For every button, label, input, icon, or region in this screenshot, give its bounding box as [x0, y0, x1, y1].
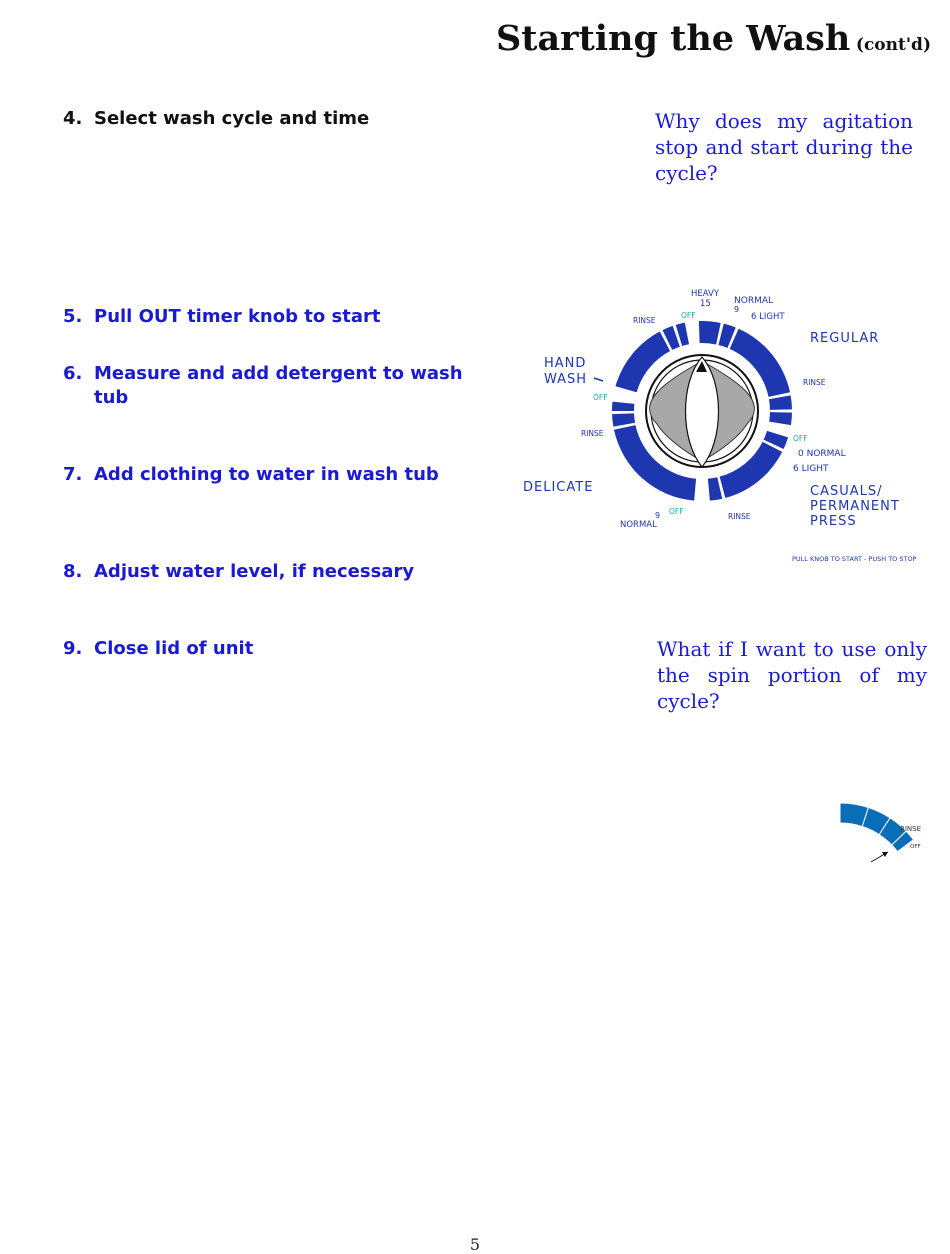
step-text: Add clothing to water in wash tub — [94, 464, 439, 485]
dial-segment-spin-3 — [612, 402, 634, 411]
spin-rinse-label: RINSE — [900, 825, 922, 833]
label-casual-normal: 0 NORMAL — [798, 449, 846, 459]
step-number: 5. — [63, 306, 83, 327]
label-handwash-line1: HAND — [544, 356, 587, 371]
label-delicate-normal: NORMAL — [620, 520, 657, 530]
page-number: 5 — [469, 1235, 481, 1254]
spin-detail-illustration — [830, 800, 930, 870]
step-6 — [63, 362, 503, 410]
step-9 — [63, 637, 513, 661]
step-text: Measure and add detergent to wash tub — [94, 363, 463, 408]
label-light-top: 6 LIGHT — [751, 312, 785, 322]
step-text: Adjust water level, if necessary — [94, 561, 415, 582]
page-title — [496, 18, 931, 59]
page-title-sub: (cont'd) — [855, 35, 931, 55]
step-number: 7. — [63, 464, 83, 485]
dial-segment-heavy — [699, 321, 721, 344]
step-number: 4. — [63, 108, 83, 129]
step-4 — [63, 107, 513, 131]
label-casual-light: 6 LIGHT — [793, 464, 829, 474]
handwash-leader-line — [594, 378, 603, 381]
label-casuals-line3: PRESS — [810, 514, 857, 529]
step-text: Close lid of unit — [94, 638, 254, 659]
label-regular: REGULAR — [810, 331, 880, 346]
step-8 — [63, 560, 513, 584]
step-number: 8. — [63, 561, 83, 582]
faq-spin-question: What if I want to use only the spin portion of my cycle? — [657, 637, 927, 713]
timer-dial-illustration — [515, 282, 930, 570]
dial-segment-rinse-1 — [769, 395, 792, 409]
label-off-handwash: OFF — [593, 393, 608, 402]
label-rinse-delicate: RINSE — [581, 429, 604, 438]
dial-caption: PULL KNOB TO START - PUSH TO STOP — [792, 555, 917, 563]
label-delicate-time: 9 — [655, 511, 661, 520]
label-normal-top: NORMAL — [734, 296, 774, 306]
label-casuals-line2: PERMANENT — [810, 499, 900, 514]
dial-segment-rinse-3 — [612, 413, 635, 426]
label-rinse-regular: RINSE — [803, 378, 826, 387]
step-number: 9. — [63, 638, 83, 659]
label-casuals-line1: CASUALS/ — [810, 484, 883, 499]
dial-segment-rinse-2 — [708, 477, 722, 500]
label-normal-top-time: 9 — [734, 305, 740, 314]
label-off-bottom: OFF — [669, 507, 684, 516]
label-off-regular: OFF — [793, 434, 808, 443]
label-rinse-top: RINSE — [633, 316, 656, 325]
label-rinse-casual: RINSE — [728, 512, 751, 521]
label-heavy: HEAVY — [691, 289, 720, 299]
step-5 — [63, 305, 513, 329]
spin-off-label: OFF — [910, 844, 921, 850]
label-heavy-time: 15 — [700, 299, 711, 309]
step-7 — [63, 463, 513, 487]
faq-agitation-question: Why does my agitation stop and start during the cycle? — [655, 109, 913, 185]
step-number: 6. — [63, 363, 83, 384]
page-title-main: Starting the Wash — [496, 18, 851, 59]
label-handwash-line2: WASH — [544, 372, 588, 387]
dial-segment-spin-1 — [769, 412, 792, 425]
label-off-top: OFF — [681, 311, 696, 320]
label-delicate: DELICATE — [523, 480, 594, 495]
step-text: Pull OUT timer knob to start — [94, 306, 381, 327]
step-text: Select wash cycle and time — [94, 108, 370, 129]
